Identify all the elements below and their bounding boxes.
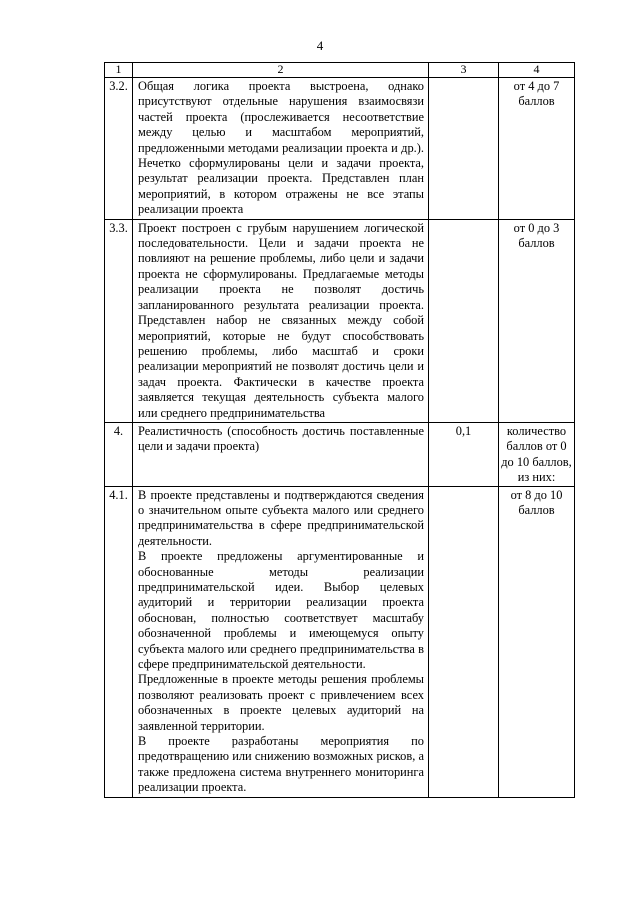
- description-paragraph: Общая логика проекта выстроена, однако присутствуют отдельные нарушения взаимосвязи частей проекта (прослеживается несоответствие между целью и масштабом мероприятий, предложенными методами реализации проекта и др.). Нечетко сформулированы цели и задачи проекта, результат реализации проекта. Представлен план мероприятий, в котором отражены не все этапы реализации проекта: [138, 79, 424, 217]
- row-number: 3.2.: [105, 78, 133, 220]
- table-row: [105, 422, 575, 486]
- row-number: 4.1.: [105, 486, 133, 797]
- row-score: от 8 до 10 баллов: [499, 486, 575, 797]
- description-paragraph: Реалистичность (способность достичь поставленные цели и задачи проекта): [138, 423, 424, 454]
- row-weight: [429, 219, 499, 422]
- row-description: [133, 78, 429, 220]
- row-weight: [429, 486, 499, 797]
- description-paragraph: Предложенные в проекте методы решения проблемы позволяют реализовать проект с привлечением всех обозначенных в проекте целевых аудиторий на заявленной территории.: [138, 672, 424, 733]
- page-number: 4: [316, 38, 324, 53]
- table-row: [105, 78, 575, 220]
- table-row: [105, 486, 575, 797]
- row-description: [133, 486, 429, 797]
- table-row: [105, 219, 575, 422]
- header-cell-2: 2: [133, 63, 429, 78]
- row-score: от 0 до 3 баллов: [499, 219, 575, 422]
- table-header-row: [105, 63, 575, 78]
- row-number: 4.: [105, 422, 133, 486]
- row-description: [133, 422, 429, 486]
- description-paragraph: В проекте разработаны мероприятия по предотвращению или снижению возможных рисков, а также предложена система внутреннего мониторинга реализации проекта.: [138, 734, 424, 795]
- description-paragraph: В проекте предложены аргументированные и обоснованные методы реализации предпринимательской идеи. Выбор целевых аудиторий и территории реализации проекта обоснован, полностью соответствует масштабу обозначенной проблемы и имеющемуся опыту субъекта малого или среднего предпринимательства в сфере предпринимательской деятельности.: [138, 549, 424, 672]
- row-weight: 0,1: [429, 422, 499, 486]
- row-score: количество баллов от 0 до 10 баллов, из них:: [499, 422, 575, 486]
- criteria-table: [104, 62, 575, 798]
- row-description: [133, 219, 429, 422]
- description-paragraph: В проекте представлены и подтверждаются сведения о значительном опыте субъекта малого или среднего предпринимательства в сфере предпринимательской деятельности.: [138, 487, 424, 548]
- description-paragraph: Проект построен с грубым нарушением логической последовательности. Цели и задачи проекта не повлияют на решение проблемы, либо цели и задачи проекта не сформулированы. Предлагаемые методы реализации проекта не позволят достичь запланированного результата реализации проекта. Представлен набор не связанных между собой мероприятий, которые не будут способствовать решению проблемы, либо масштаб и сроки реализации мероприятий не позволят достичь цели и задач проекта. Фактически в качестве проекта заявляется текущая деятельность субъекта малого или среднего предпринимательства: [138, 220, 424, 420]
- row-score: от 4 до 7 баллов: [499, 78, 575, 220]
- header-cell-3: 3: [429, 63, 499, 78]
- row-weight: [429, 78, 499, 220]
- header-cell-4: 4: [499, 63, 575, 78]
- header-cell-1: 1: [105, 63, 133, 78]
- row-number: 3.3.: [105, 219, 133, 422]
